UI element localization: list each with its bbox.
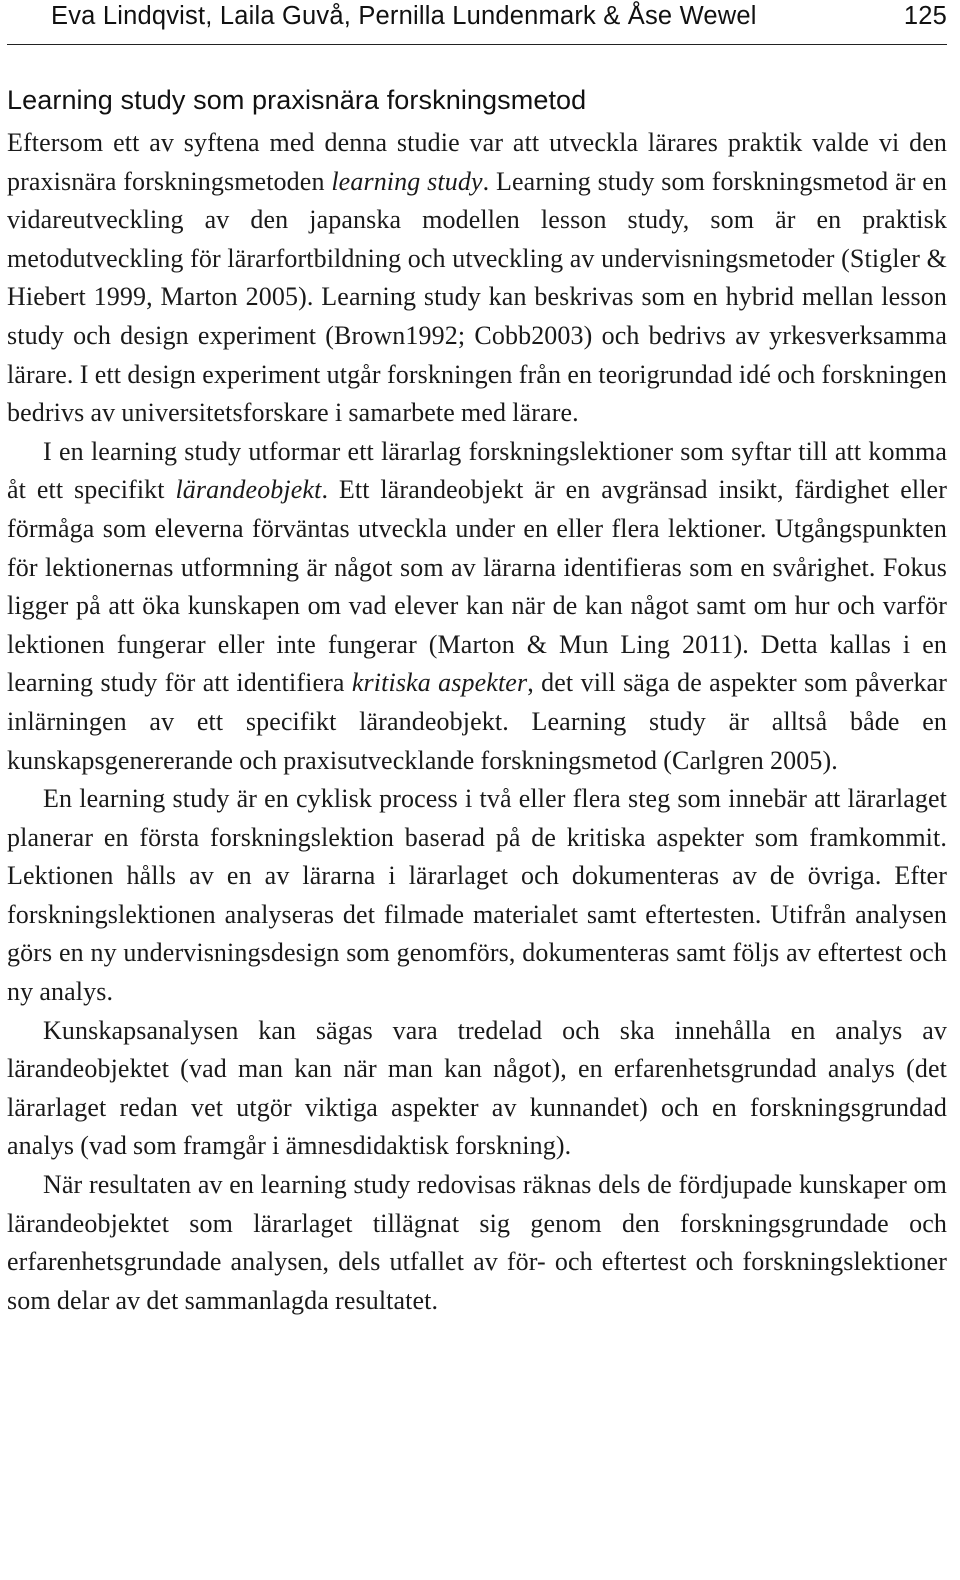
paragraph-1-italic-term: learning study	[331, 166, 483, 196]
paragraph-2-italic-term-2: kritiska aspekter	[351, 668, 528, 698]
paragraph-5-run-1: När resultaten av en learning study redovisas räknas dels de fördjupade kunskaper om lärandeobjektet som lärarlaget tillägnat sig genom den forskningsgrundade och erfarenhetsgrundade analysen, dels utfallet av för- och eftertest och forskningslektioner som delar av det sammanlagda resultatet.	[7, 1170, 947, 1315]
paragraph-2	[7, 433, 947, 780]
paragraph-2-run-3: . Ett lärandeobjekt är en avgränsad insikt, färdighet eller förmåga som eleverna förväntas utveckla under en eller flera lektioner. Utgångspunkten för lektionernas utformning är något som av lärarna identifieras som en svårighet. Fokus ligger på att öka kunskapen om vad elever kan när de kan något samt om hur och varför lektionen fungerar eller inte fungerar (Marton & Mun Ling 2011). Detta kallas i en learning study för att identifiera	[7, 475, 947, 698]
paragraph-1-run-1: Eftersom ett av syftena med denna studie var att utveckla lärares praktik valde vi den praxisnära forskningsmetoden	[7, 128, 947, 196]
header-authors: Eva Lindqvist, Laila Guvå, Pernilla Lundenmark & Åse Wewel	[51, 2, 757, 30]
paragraph-5	[7, 1166, 947, 1320]
body-text	[7, 124, 947, 1320]
running-header	[7, 0, 947, 45]
paragraph-2-italic-term-1: lärandeobjekt	[175, 475, 322, 505]
paragraph-1	[7, 124, 947, 433]
paragraph-3	[7, 780, 947, 1012]
paragraph-4-run-1: Kunskapsanalysen kan sägas vara tredelad och ska innehålla en analys av lärandeobjektet (vad man kan när man kan något), en erfarenhetsgrundad analys (det lärarlaget redan vet utgör viktiga aspekter av kunnandet) och en forskningsgrundad analys (vad som framgår i ämnesdidaktisk forskning).	[7, 1015, 947, 1161]
document-page	[7, 0, 947, 1320]
page-number: 125	[903, 2, 947, 30]
paragraph-1-run-3: . Learning study som forskningsmetod är en vidareutveckling av den japanska modellen lesson study, som är en praktisk metodutveckling för lärarfortbildning och utveckling av undervisningsmetoder (Stigler & Hiebert 1999, Marton 2005). Learning study kan beskrivas som en hybrid mellan lesson study och design experiment (Brown1992; Cobb2003) och bedrivs av yrkesverksamma lärare. I ett design experiment utgår forskningen från en teorigrundad idé och forskningen bedrivs av universitetsforskare i samarbete med lärare.	[7, 166, 948, 428]
paragraph-2-run-5: , det vill säga de aspekter som påverkar inlärningen av ett specifikt lärandeobjekt. Learning study är alltså både en kunskapsgenererande och praxisutvecklande forskningsmetod (Carlgren 2005).	[7, 668, 947, 775]
paragraph-2-run-1: I en learning study utformar ett lärarlag forskningslektioner som syftar till att komma åt ett specifikt	[7, 436, 947, 505]
section-heading: Learning study som praxisnära forskningsmetod	[7, 85, 587, 115]
paragraph-3-run-1: En learning study är en cyklisk process i två eller flera steg som innebär att lärarlaget planerar en första forskningslektion baserad på de kritiska aspekter som framkommit. Lektionen hålls av en av lärarna i lärarlaget och dokumenteras av de övriga. Efter forskningslektionen analyseras det filmade materialet samt eftertesten. Utifrån analysen görs en ny undervisningsdesign som genomförs, dokumenteras samt följs av eftertest och ny analys.	[7, 784, 947, 1007]
paragraph-4	[7, 1012, 947, 1166]
